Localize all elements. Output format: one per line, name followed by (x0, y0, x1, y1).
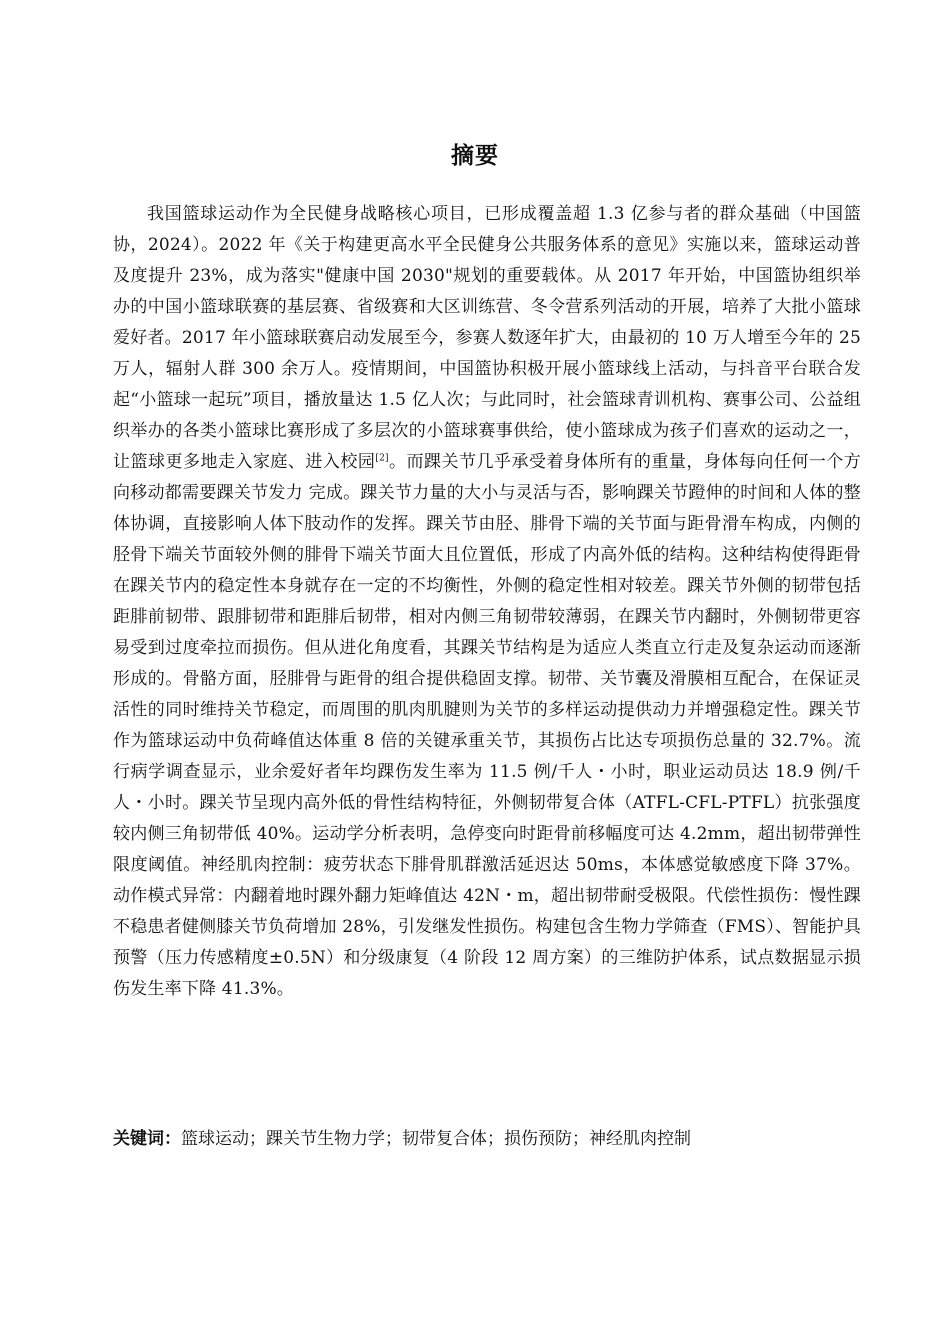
keywords-label: 关键词： (113, 1129, 181, 1149)
abstract-text-part-1: 我国篮球运动作为全民健身战略核心项目，已形成覆盖超 1.3 亿参与者的群众基础（中国篮协，2024）。2022 年《关于构建更高水平全民健身公共服务体系的意见》实施以来，篮球运动普及度提升 23%，成为落实"健康中国 2030"规划的重要载体。从 2017 年开始，中国篮协组织举办的中国小篮球联赛的基层赛、省级赛和大区训练营、冬令营系列活动的开展，培养了大批小篮球爱好者。2017 年小篮球联赛启动发展至今，参赛人数逐年扩大，由最初的 10 万人增至今年的 25 万人，辐射人群 300 余万人。疫情期间，中国篮协积极开展小篮球线上活动，与抖音平台联合发起“小篮球一起玩”项目，播放量达 1.5 亿人次；与此同时，社会篮球青训机构、赛事公司、公益组织举办的各类小篮球比赛形成了多层次的小篮球赛事供给，使小篮球成为孩子们喜欢的运动之一，让篮球更多地走入家庭、进入校园 (113, 204, 861, 472)
keywords-line (113, 1124, 861, 1155)
citation-reference: [2] (375, 453, 389, 464)
keywords-value: 篮球运动；踝关节生物力学；韧带复合体；损伤预防；神经肌肉控制 (181, 1129, 691, 1149)
abstract-title: 摘要 (451, 143, 499, 169)
abstract-text-part-2: 。而踝关节几乎承受着身体所有的重量，身体每向任何一个方向移动都需要踝关节发力 完成。踝关节力量的大小与灵活与否，影响踝关节蹬伸的时间和人体的整体协调，直接影响人体下肢动作的发挥。踝关节由胫、腓骨下端的关节面与距骨滑车构成，内侧的胫骨下端关节面较外侧的腓骨下端关节面大且位置低，形成了内高外低的结构。这种结构使得距骨在踝关节内的稳定性本身就存在一定的不均衡性，外侧的稳定性相对较差。踝关节外侧的韧带包括距腓前韧带、跟腓韧带和距腓后韧带，相对内侧三角韧带较薄弱，在踝关节内翻时，外侧韧带更容易受到过度牵拉而损伤。但从进化角度看，其踝关节结构是为适应人类直立行走及复杂运动而逐渐形成的。骨骼方面，胫腓骨与距骨的组合提供稳固支撑。韧带、关节囊及滑膜相互配合，在保证灵活性的同时维持关节稳定，而周围的肌肉肌腱则为关节的多样运动提供动力并增强稳定性。踝关节作为篮球运动中负荷峰值达体重 8 倍的关键承重关节，其损伤占比达专项损伤总量的 32.7%。流行病学调查显示，业余爱好者年均踝伤发生率为 11.5 例/千人・小时，职业运动员达 18.9 例/千人・小时。踝关节呈现内高外低的骨性结构特征，外侧韧带复合体（ATFL-CFL-PTFL）抗张强度较内侧三角韧带低 40%。运动学分析表明，急停变向时距骨前移幅度可达 4.2mm，超出韧带弹性限度阈值。神经肌肉控制：疲劳状态下腓骨肌群激活延迟达 50ms，本体感觉敏感度下降 37%。动作模式异常：内翻着地时踝外翻力矩峰值达 42N・m，超出韧带耐受极限。代偿性损伤：慢性踝不稳患者健侧膝关节负荷增加 28%，引发继发性损伤。构建包含生物力学筛查（FMS）、智能护具预警（压力传感精度±0.5N）和分级康复（4 阶段 12 周方案）的三维防护体系，试点数据显示损伤发生率下降 41.3%。 (113, 452, 861, 999)
abstract-paragraph (113, 199, 861, 1005)
